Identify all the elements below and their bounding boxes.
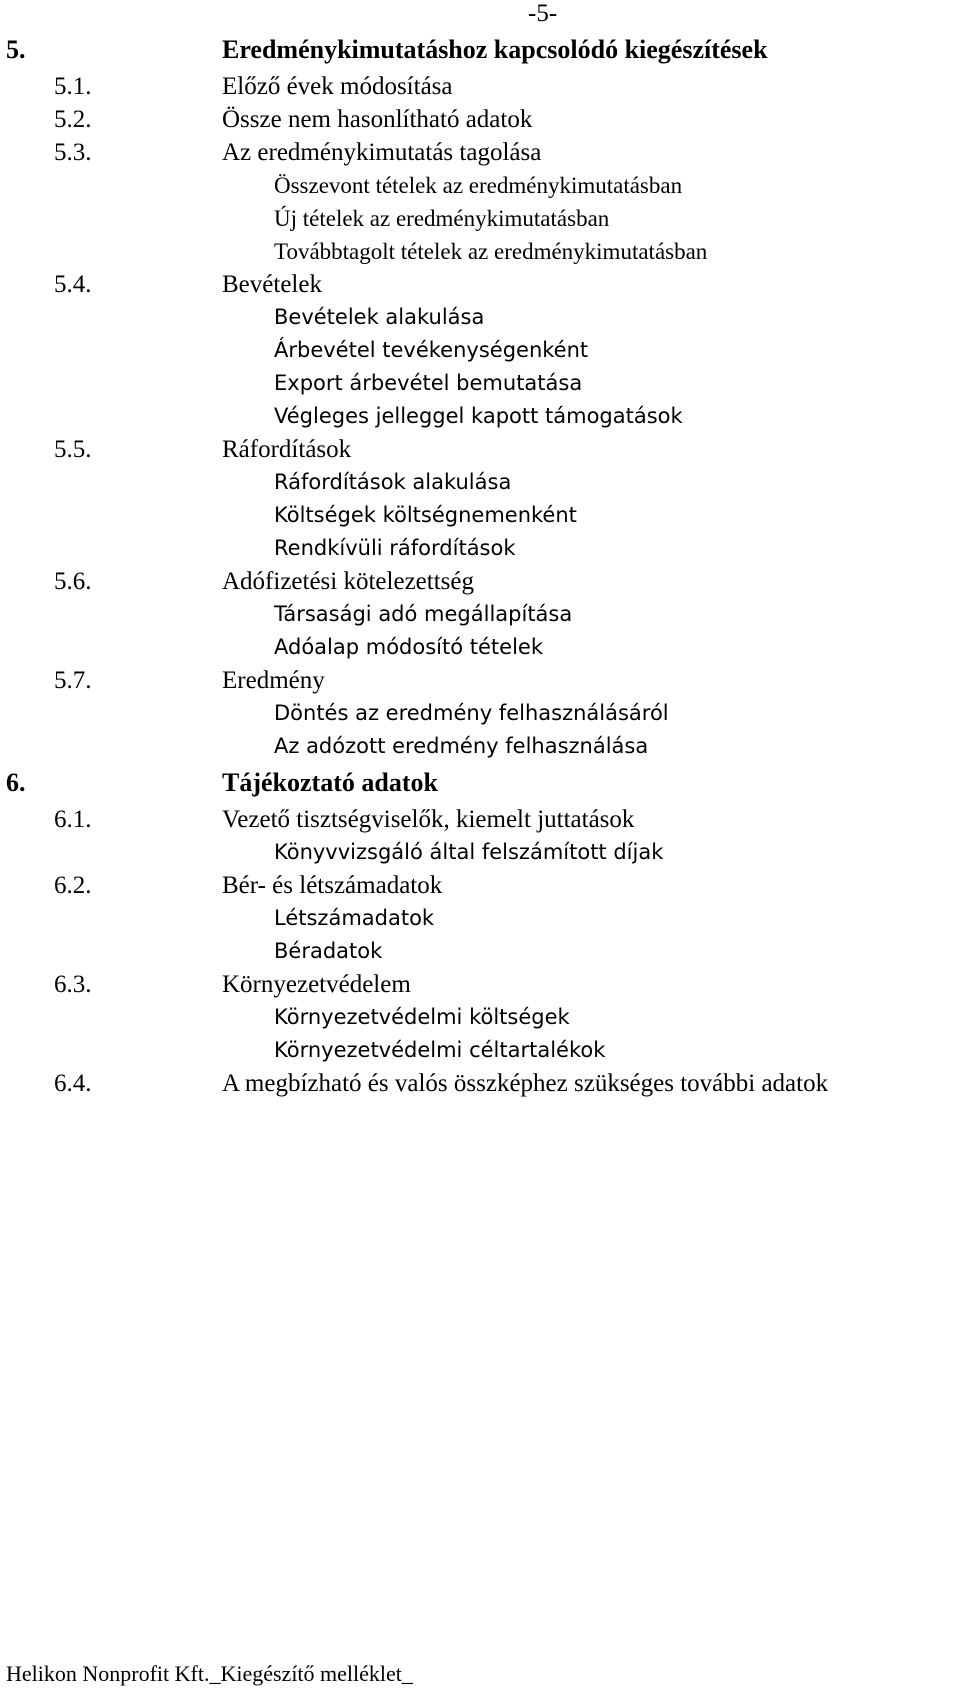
toc-title: Bér- és létszámadatok [222, 872, 443, 899]
toc-row [0, 499, 960, 532]
toc-title: Adóalap módosító tételek [274, 635, 543, 659]
toc-number: 6.3. [54, 971, 92, 998]
toc-row [0, 169, 960, 202]
toc-title: Környezetvédelem [222, 971, 411, 998]
toc-title: Eredménykimutatáshoz kapcsolódó kiegészítések [222, 35, 768, 64]
toc-title: Árbevétel tevékenységenként [274, 338, 589, 362]
toc-number: 5.7. [54, 667, 92, 694]
toc-title: Továbbtagolt tételek az eredménykimutatásban [274, 239, 708, 264]
toc-row [0, 367, 960, 400]
toc-number: 6.4. [54, 1070, 92, 1097]
toc-title: Előző évek módosítása [222, 73, 453, 100]
toc-row [0, 968, 960, 1001]
toc-title: Export árbevétel bemutatása [274, 371, 583, 395]
toc-title: A megbízható és valós összképhez szükséges további adatok [222, 1070, 829, 1097]
toc-number: 5.2. [54, 106, 92, 133]
toc-number: 5.1. [54, 73, 92, 100]
toc-row [0, 235, 960, 268]
toc-row [0, 565, 960, 598]
toc-row [0, 935, 960, 968]
toc-row [0, 466, 960, 499]
toc-title: Az eredménykimutatás tagolása [222, 139, 542, 166]
page-number: -5- [528, 0, 558, 27]
toc-row [0, 103, 960, 136]
toc-row [0, 532, 960, 565]
toc-title: Össze nem hasonlítható adatok [222, 106, 533, 133]
toc-number: 6. [6, 768, 26, 797]
toc-title: Költségek költségnemenként [274, 503, 577, 527]
toc-title: Rendkívüli ráfordítások [274, 536, 516, 560]
page-footer: Helikon Nonprofit Kft._Kiegészítő melléklet_ [6, 1661, 413, 1686]
toc-row [0, 70, 960, 103]
toc-row [0, 763, 960, 803]
toc-row [0, 697, 960, 730]
toc-row [0, 730, 960, 763]
toc-title: Az adózott eredmény felhasználása [274, 734, 649, 758]
toc-row [0, 803, 960, 836]
toc-number: 6.1. [54, 806, 92, 833]
toc-title: Eredmény [222, 667, 325, 694]
toc-row [0, 902, 960, 935]
toc-title: Tájékoztató adatok [222, 768, 438, 797]
toc-title: Végleges jelleggel kapott támogatások [274, 404, 683, 428]
toc-title: Könyvvizsgáló által felszámított díjak [274, 840, 664, 864]
toc-row [0, 30, 960, 70]
toc-number: 5.5. [54, 436, 92, 463]
toc-title: Új tételek az eredménykimutatásban [274, 206, 610, 231]
toc-row [0, 301, 960, 334]
toc-title: Adófizetési kötelezettség [222, 568, 474, 595]
toc-title: Összevont tételek az eredménykimutatásban [274, 173, 683, 198]
toc-title: Környezetvédelmi költségek [274, 1005, 570, 1029]
toc-title: Ráfordítások [222, 436, 352, 463]
toc-row [0, 334, 960, 367]
toc-number: 5.6. [54, 568, 92, 595]
toc-row [0, 268, 960, 301]
toc-title: Bevételek [222, 271, 322, 298]
toc-row [0, 202, 960, 235]
toc-row [0, 631, 960, 664]
toc-row [0, 869, 960, 902]
toc-row [0, 136, 960, 169]
toc-row [0, 836, 960, 869]
toc-title: Környezetvédelmi céltartalékok [274, 1038, 606, 1062]
toc-title: Társasági adó megállapítása [274, 602, 573, 626]
toc-title: Létszámadatok [274, 906, 435, 930]
toc-row [0, 433, 960, 466]
toc-title: Döntés az eredmény felhasználásáról [274, 701, 669, 725]
toc-title: Vezető tisztségviselők, kiemelt juttatások [222, 806, 635, 833]
toc-number: 5. [6, 35, 26, 64]
toc-number: 6.2. [54, 872, 92, 899]
toc-row [0, 1034, 960, 1067]
table-of-contents [0, 30, 960, 1100]
toc-row [0, 400, 960, 433]
toc-row [0, 1001, 960, 1034]
toc-number: 5.4. [54, 271, 92, 298]
toc-row [0, 598, 960, 631]
toc-row [0, 1067, 960, 1100]
toc-title: Béradatok [274, 939, 383, 963]
toc-row [0, 664, 960, 697]
toc-number: 5.3. [54, 139, 92, 166]
toc-title: Bevételek alakulása [274, 305, 485, 329]
toc-title: Ráfordítások alakulása [274, 470, 512, 494]
